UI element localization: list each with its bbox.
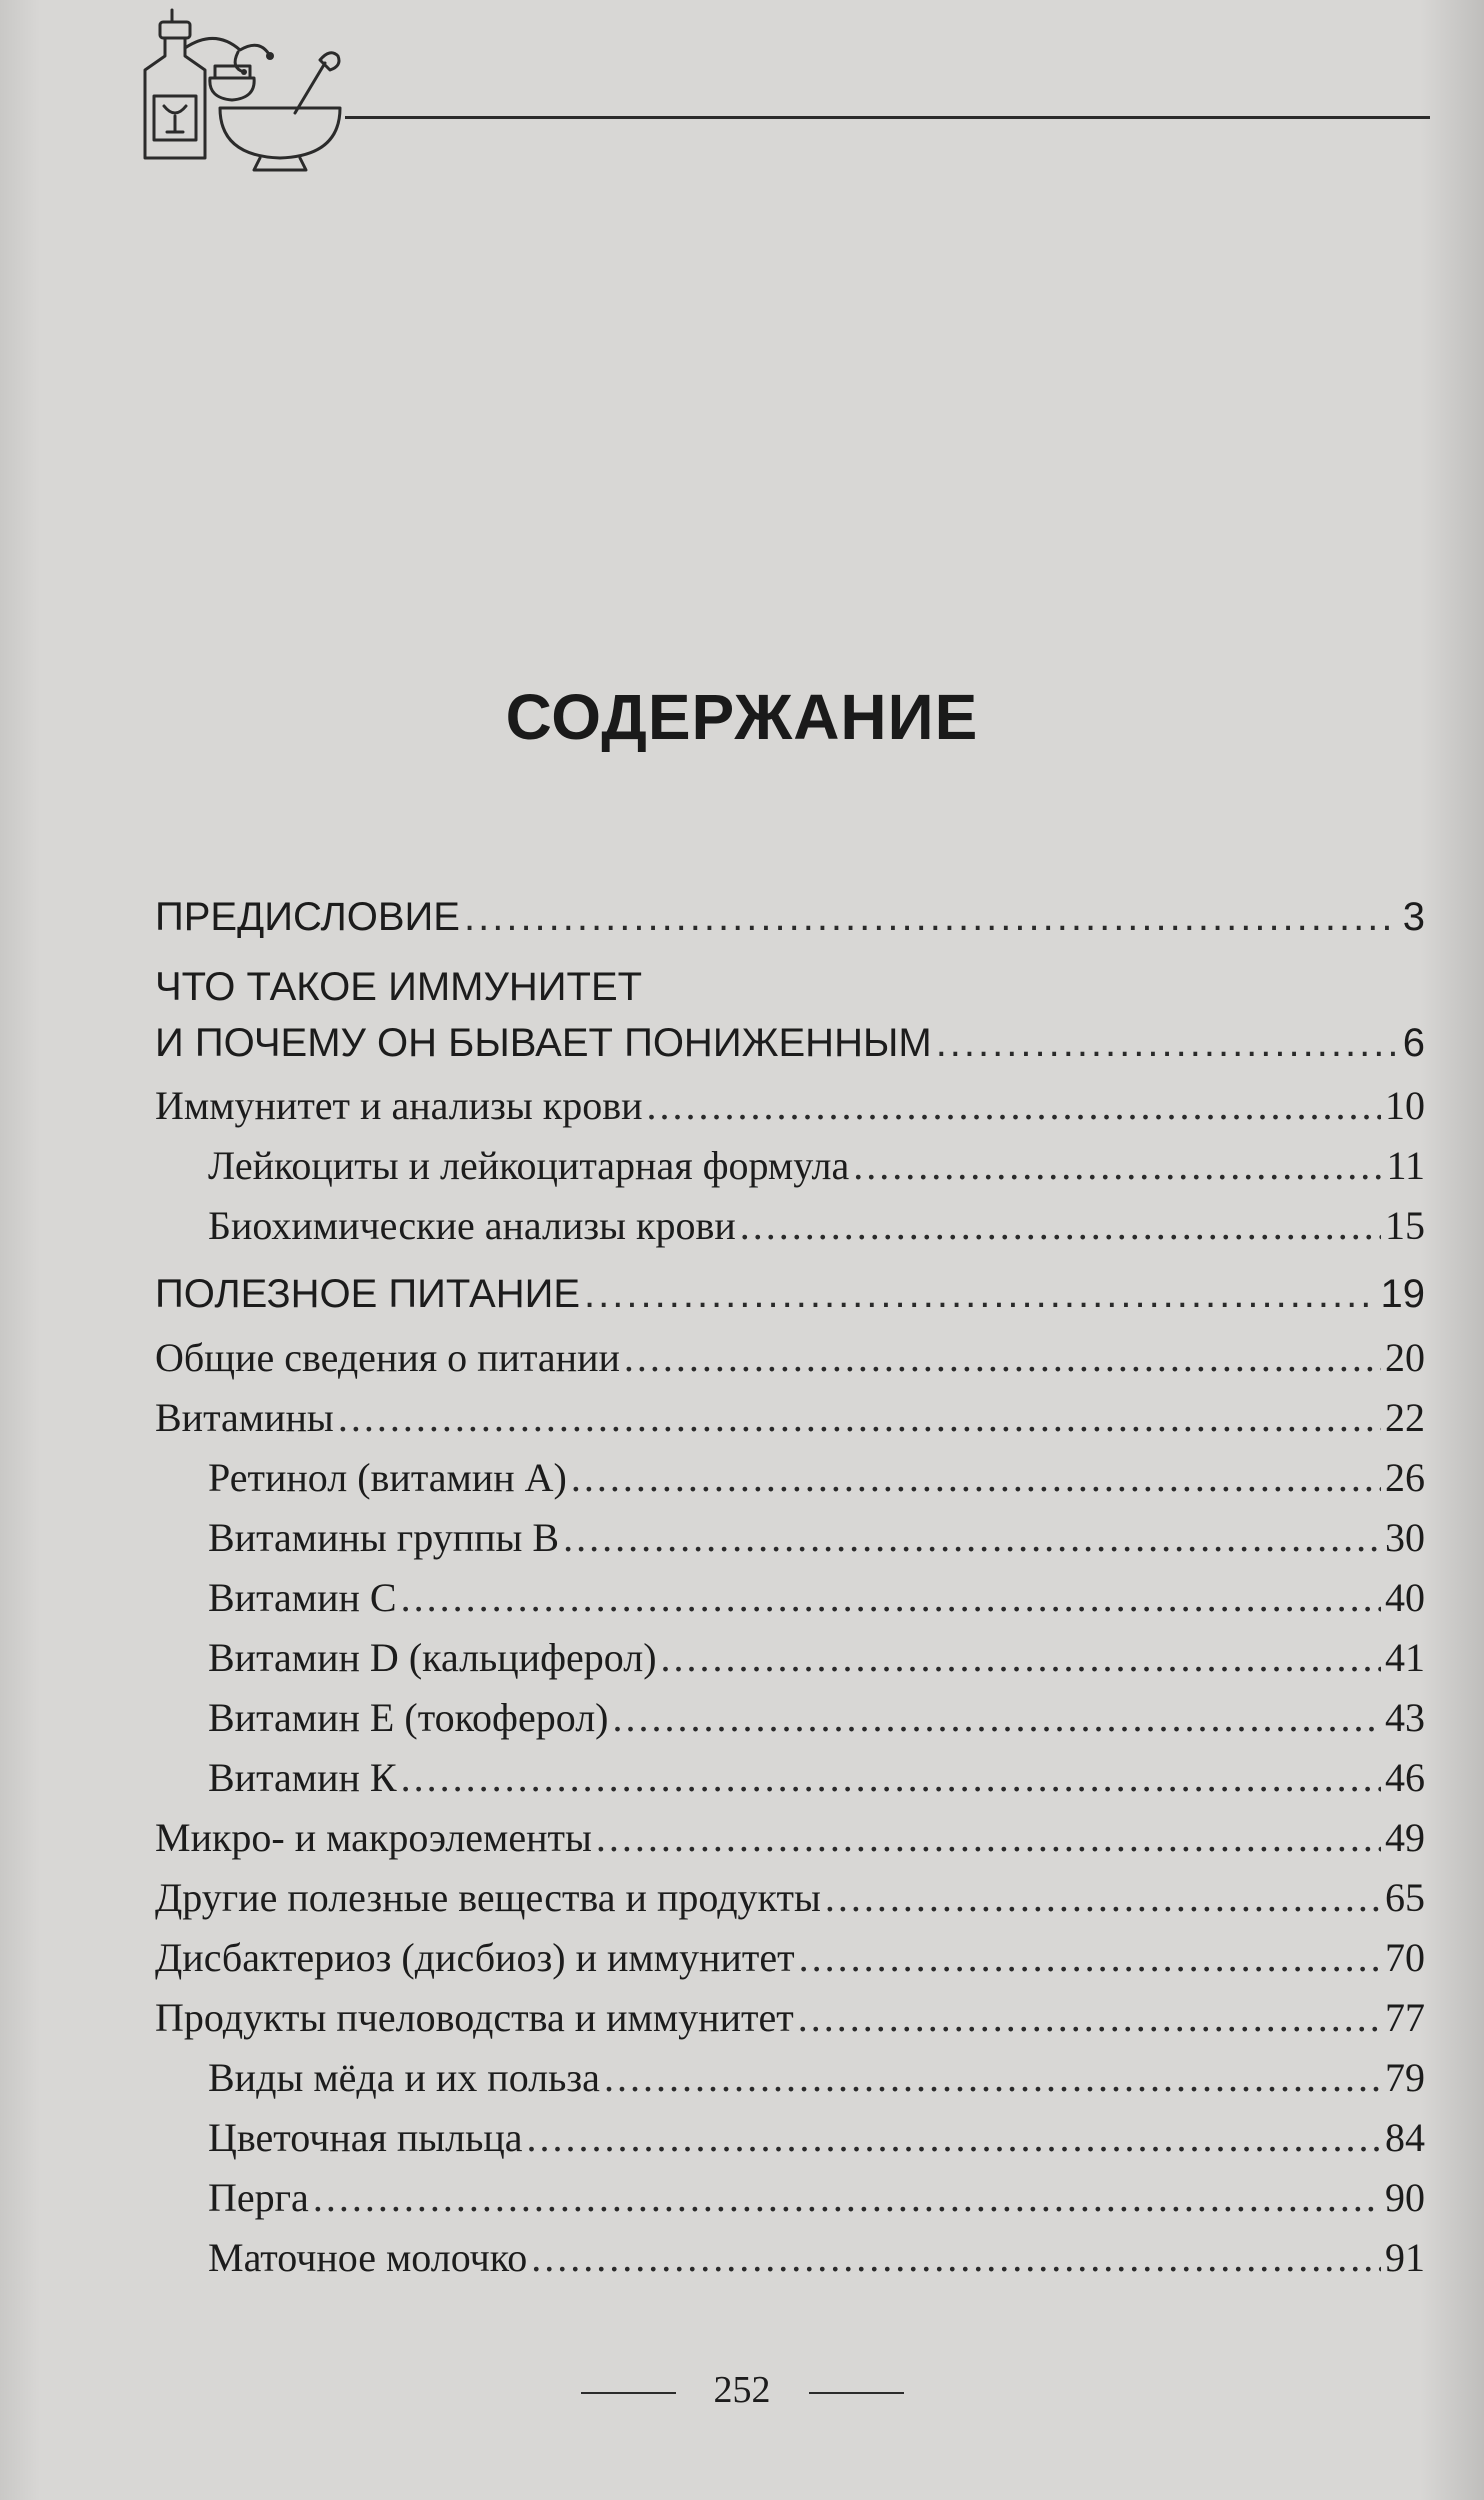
toc-entry-label: Маточное молочко — [208, 2235, 528, 2280]
footer-rule-right — [809, 2392, 904, 2394]
toc-entry[interactable] — [208, 2174, 1425, 2226]
toc-entry-page: 41 — [1385, 1635, 1425, 1680]
toc-entry-page: 77 — [1385, 1995, 1425, 2040]
toc-entry-label: Витамины группы В — [208, 1515, 560, 1560]
toc-entry[interactable] — [208, 2234, 1425, 2286]
toc-leader-dots — [740, 1202, 1381, 1249]
page-footer — [0, 2368, 1484, 2412]
toc-entry-label: Витамины — [155, 1395, 334, 1440]
toc-entry[interactable] — [155, 1272, 1425, 1324]
page-number: 252 — [713, 2369, 771, 2411]
toc-entry-label: Дисбактериоз (дисбиоз) и иммунитет — [155, 1935, 795, 1980]
toc-entry[interactable] — [155, 1934, 1425, 1986]
toc-entry[interactable] — [208, 1514, 1425, 1566]
toc-entry[interactable] — [208, 1454, 1425, 1506]
toc-leader-dots — [313, 2174, 1381, 2221]
toc-leader-dots — [799, 1934, 1381, 1981]
header-rule — [345, 116, 1430, 119]
toc-entry-label: Иммунитет и анализы крови — [155, 1083, 643, 1128]
toc-entry[interactable] — [155, 1394, 1425, 1446]
toc-entry-page: 46 — [1385, 1755, 1425, 1800]
toc-entry-label-line1: ЧТО ТАКОЕ ИММУНИТЕТ — [155, 965, 643, 1009]
toc-leader-dots — [825, 1874, 1381, 1921]
toc-entry-page: 91 — [1385, 2235, 1425, 2280]
toc-entry-page: 70 — [1385, 1935, 1425, 1980]
toc-entry-label: Витамин К — [208, 1755, 397, 1800]
toc-entry[interactable] — [155, 1021, 1425, 1073]
toc-leader-dots — [936, 1021, 1399, 1066]
toc-entry-page: 20 — [1385, 1335, 1425, 1380]
toc-entry-page: 49 — [1385, 1815, 1425, 1860]
toc-entry[interactable] — [155, 895, 1425, 947]
toc-entry-label: Виды мёда и их польза — [208, 2055, 600, 2100]
toc-entry-label: ПОЛЕЗНОЕ ПИТАНИЕ — [155, 1272, 581, 1316]
toc-entry-label: Другие полезные вещества и продукты — [155, 1875, 821, 1920]
toc-entry-page: 6 — [1402, 1021, 1425, 1065]
toc-leader-dots — [401, 1574, 1381, 1621]
toc-leader-dots — [853, 1142, 1382, 1189]
toc-leader-dots — [596, 1814, 1381, 1861]
toc-entry[interactable] — [208, 1754, 1425, 1806]
toc-entry-label: Продукты пчеловодства и иммунитет — [155, 1995, 794, 2040]
toc-entry[interactable] — [208, 2114, 1425, 2166]
toc-leader-dots — [571, 1454, 1381, 1501]
toc-entry-page: 26 — [1385, 1455, 1425, 1500]
toc-entry-label: Перга — [208, 2175, 309, 2220]
toc-entry-label: ПРЕДИСЛОВИЕ — [155, 895, 460, 939]
toc-entry-label: Общие сведения о питании — [155, 1335, 620, 1380]
toc-entry-page: 10 — [1385, 1083, 1425, 1128]
toc-leader-dots — [646, 1082, 1381, 1129]
toc-leader-dots — [798, 1994, 1381, 2041]
toc-entry-page: 22 — [1385, 1395, 1425, 1440]
toc-entry[interactable] — [155, 1082, 1425, 1134]
toc-entry-label: Витамин D (кальциферол) — [208, 1635, 657, 1680]
toc-entry-page: 11 — [1386, 1143, 1425, 1188]
toc-entry[interactable] — [155, 1874, 1425, 1926]
toc-leader-dots — [338, 1394, 1381, 1441]
toc-leader-dots — [464, 895, 1399, 940]
toc-leader-dots — [527, 2114, 1381, 2161]
toc-entry-page: 3 — [1402, 895, 1425, 939]
toc-leader-dots — [401, 1754, 1381, 1801]
toc-entry-label: Витамин Е (токоферол) — [208, 1695, 609, 1740]
toc-entry-label: Цветочная пыльца — [208, 2115, 523, 2160]
toc-entry[interactable] — [155, 1994, 1425, 2046]
toc-leader-dots — [584, 1272, 1376, 1317]
page-title: СОДЕРЖАНИЕ — [505, 681, 979, 753]
toc-leader-dots — [624, 1334, 1381, 1381]
toc-entry-page: 30 — [1385, 1515, 1425, 1560]
footer-rule-left — [581, 2392, 676, 2394]
toc-entry-label: Витамин С — [208, 1575, 397, 1620]
toc-leader-dots — [531, 2234, 1381, 2281]
toc-entry-label: И ПОЧЕМУ ОН БЫВАЕТ ПОНИЖЕННЫМ — [155, 1021, 932, 1065]
toc-entry[interactable] — [208, 1694, 1425, 1746]
toc-entry-page: 43 — [1385, 1695, 1425, 1740]
toc-entry-label: Биохимические анализы крови — [208, 1203, 736, 1248]
toc-entry[interactable] — [208, 1634, 1425, 1686]
toc-entry-page: 65 — [1385, 1875, 1425, 1920]
toc-entry-page: 84 — [1385, 2115, 1425, 2160]
toc-entry[interactable] — [208, 1202, 1425, 1254]
toc-entry[interactable] — [208, 2054, 1425, 2106]
toc-leader-dots — [612, 1694, 1381, 1741]
toc-entry-page: 90 — [1385, 2175, 1425, 2220]
toc-leader-dots — [604, 2054, 1381, 2101]
apothecary-bottles-mortar-icon — [120, 8, 370, 178]
toc-entry-label: Лейкоциты и лейкоцитарная формула — [208, 1143, 850, 1188]
toc-entry-page: 19 — [1380, 1272, 1425, 1316]
toc-entry-page: 15 — [1385, 1203, 1425, 1248]
toc-entry-page: 79 — [1385, 2055, 1425, 2100]
toc-entry[interactable] — [155, 1814, 1425, 1866]
toc-entry-label: Микро- и макроэлементы — [155, 1815, 592, 1860]
toc-entry-label: Ретинол (витамин А) — [208, 1455, 567, 1500]
toc-entry[interactable] — [208, 1142, 1425, 1194]
toc-entry[interactable] — [155, 1334, 1425, 1386]
toc-entry-page: 40 — [1385, 1575, 1425, 1620]
toc-leader-dots — [661, 1634, 1381, 1681]
toc-leader-dots — [563, 1514, 1381, 1561]
toc-entry[interactable] — [208, 1574, 1425, 1626]
